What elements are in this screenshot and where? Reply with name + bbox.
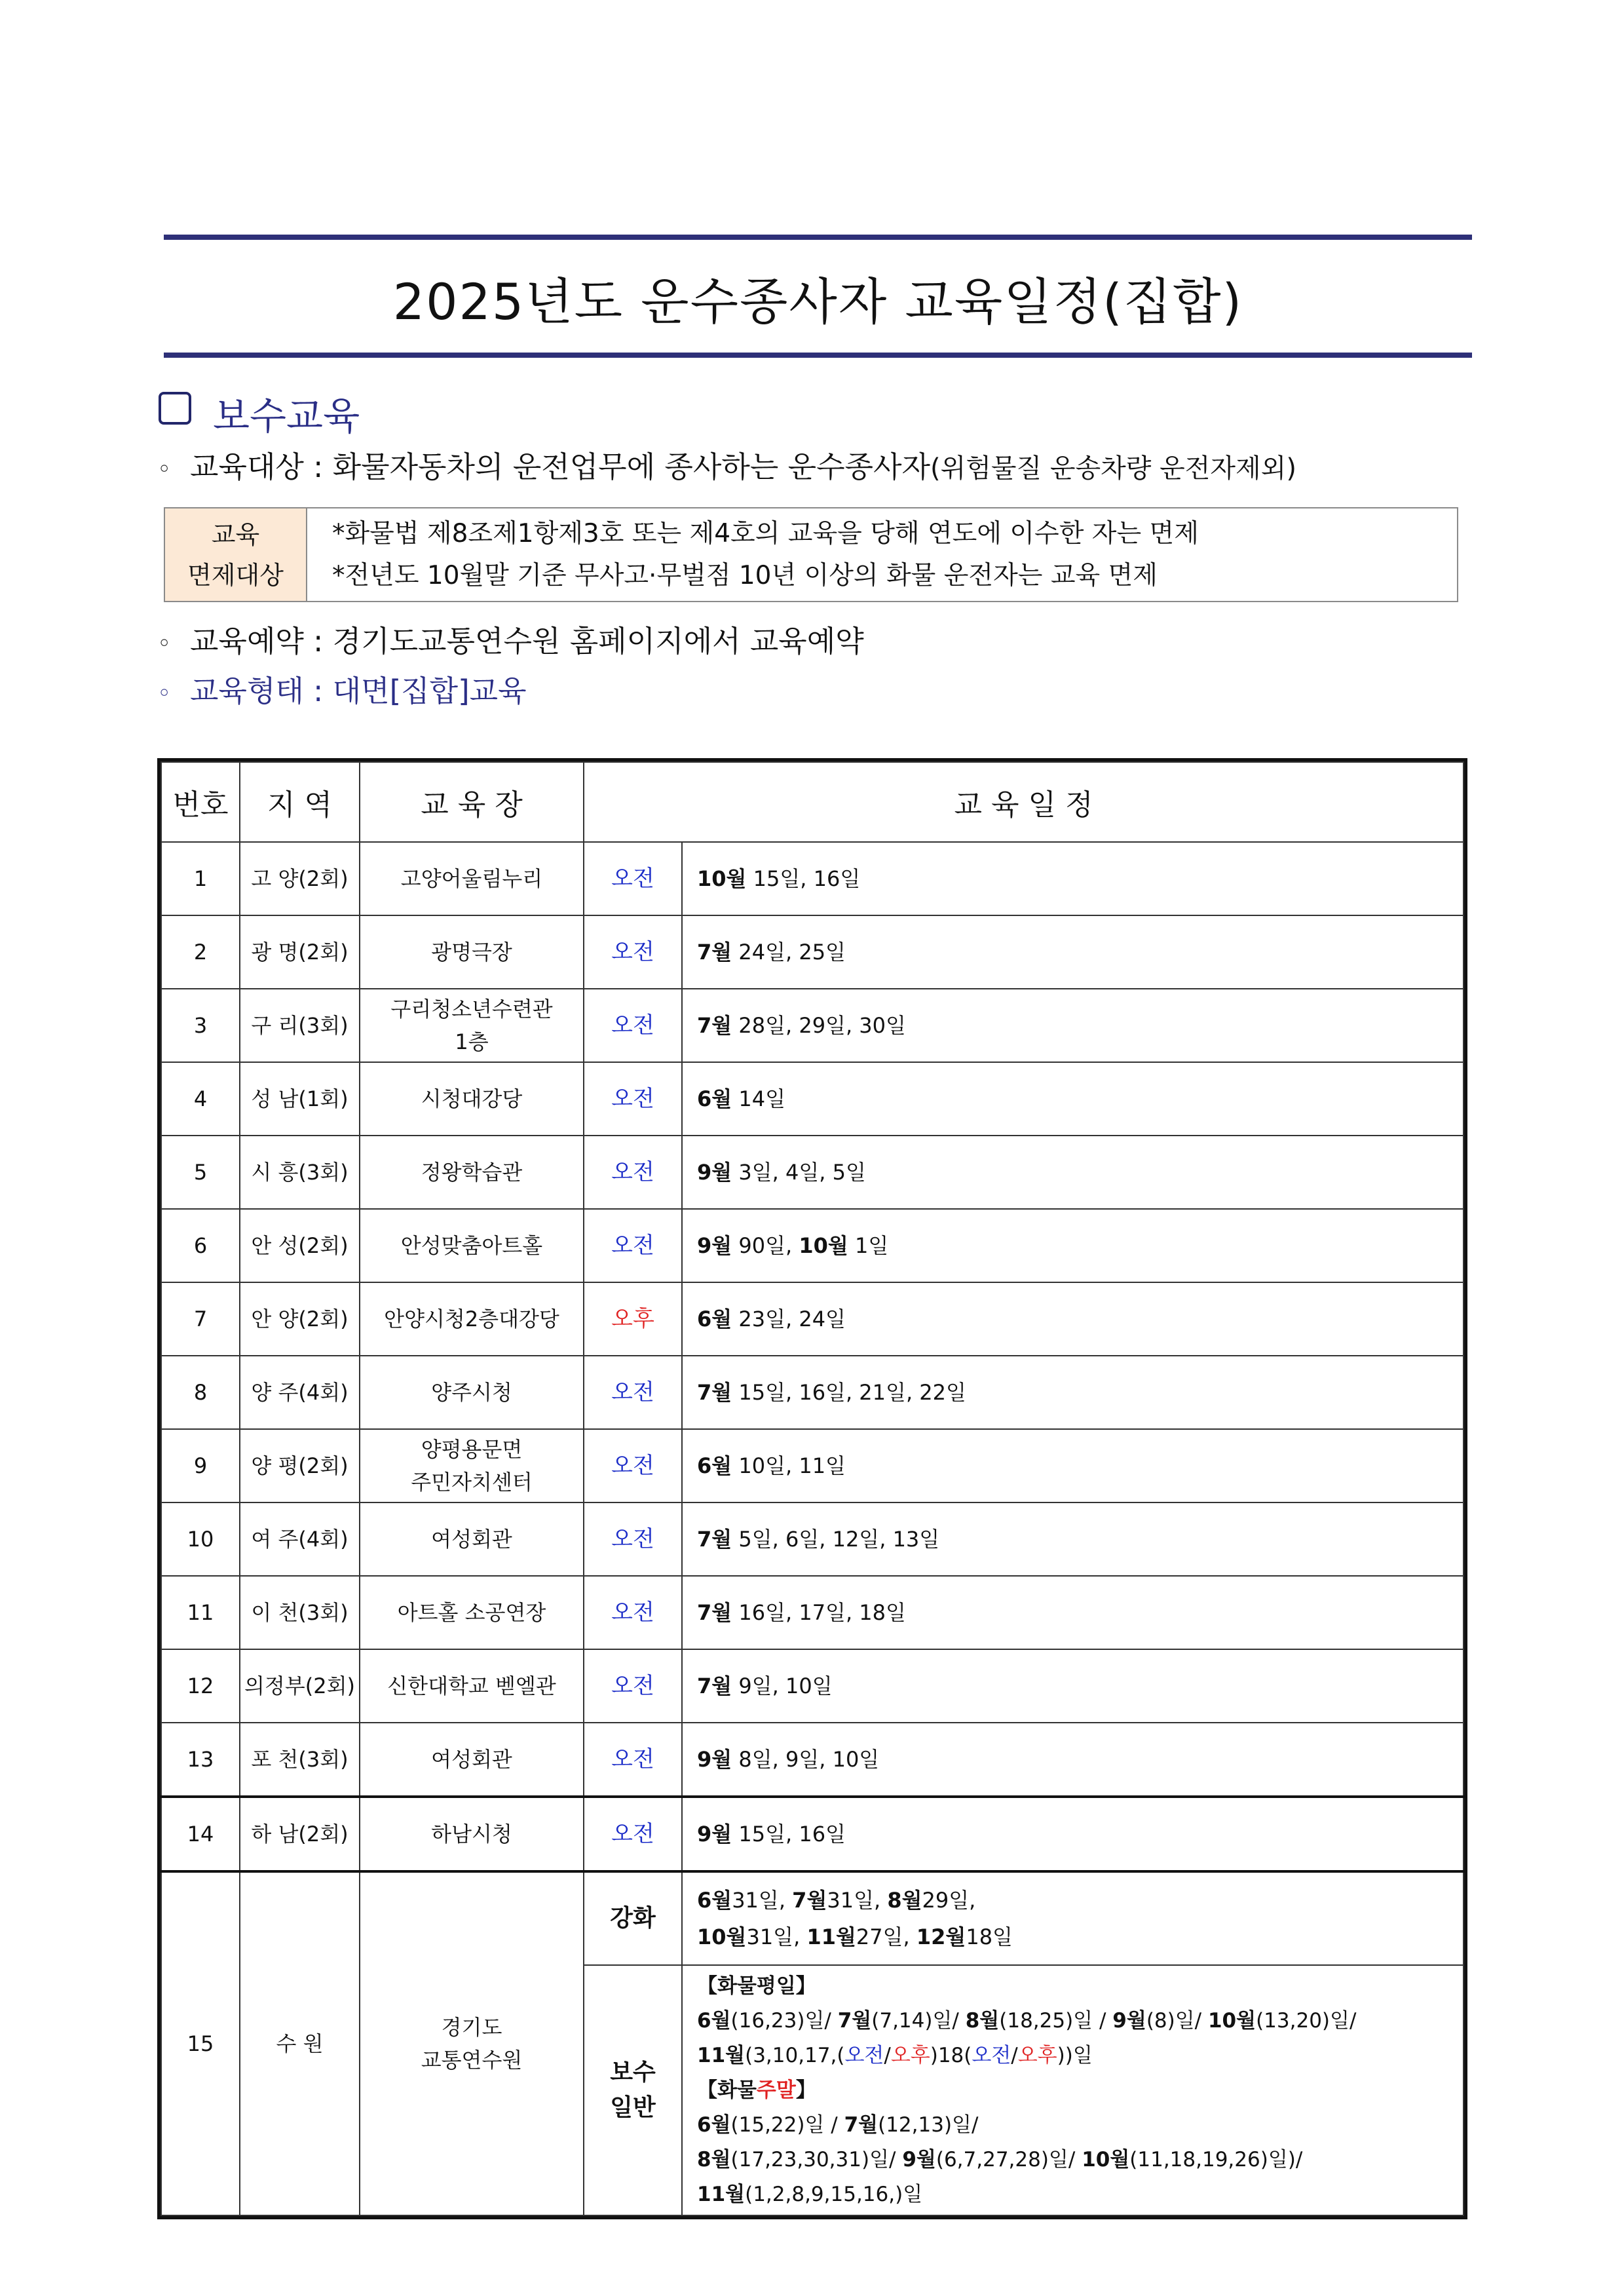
row-region: 양 평(2회): [240, 1429, 360, 1502]
row-month: 10월: [697, 866, 747, 891]
row-region: 안 성(2회): [240, 1209, 360, 1282]
row-month: 10월: [697, 1924, 747, 1949]
row-no: 3: [161, 989, 240, 1062]
row-month: 7월: [697, 1674, 732, 1698]
row-month: 7월: [792, 1888, 827, 1913]
table-row: [161, 842, 1463, 915]
row-month: 7월: [697, 1013, 732, 1038]
row-days: 15일, 16일, 21일, 22일: [738, 1380, 966, 1405]
row-no: 8: [161, 1356, 240, 1429]
row-dates: [682, 1282, 1463, 1356]
row-dates: [682, 1797, 1463, 1871]
table-row: [161, 1356, 1463, 1429]
row-region: 안 양(2회): [240, 1282, 360, 1356]
weekend-line: [697, 2143, 1463, 2177]
row-days: 8일, 9일, 10일: [738, 1747, 880, 1772]
row-time: 오전: [584, 1136, 682, 1209]
row-days: 3일, 4일, 5일: [738, 1160, 866, 1185]
row-month: 6월: [697, 1086, 732, 1111]
row-days: 9일, 10일: [738, 1674, 833, 1698]
exemption-label-line1: 교육: [211, 520, 260, 549]
row-time: 오전: [584, 842, 682, 915]
target-text: 교육대상 : 화물자동차의 운전업무에 종사하는 운수종사자: [190, 450, 930, 484]
row-no: 14: [161, 1797, 240, 1871]
row-month: 7월: [697, 1527, 732, 1552]
table-row: [161, 1797, 1463, 1871]
table-row: [161, 1649, 1463, 1723]
table-row: [161, 1209, 1463, 1282]
row-region: 의정부(2회): [240, 1649, 360, 1723]
row-time: 오전: [584, 1502, 682, 1576]
row-days: 31일,: [732, 1888, 793, 1913]
row-days: (7,14)일/: [871, 2008, 966, 2033]
weekday-heading: 【화물평일】: [697, 1974, 816, 1998]
row-dates: [682, 1136, 1463, 1209]
weekday-text: /: [1011, 2043, 1018, 2067]
row-month: 9월: [902, 2147, 936, 2172]
row-days: 15일, 16일: [738, 1822, 846, 1846]
row-time: 오전: [584, 915, 682, 989]
target-line: [157, 443, 1296, 486]
table-row: [161, 915, 1463, 989]
exemption-item: *전년도 10월말 기준 무사고·무벌점 10년 이상의 화물 운전자는 교육 면제: [332, 560, 1158, 590]
row-no: 2: [161, 915, 240, 989]
row-time: 오전: [584, 1797, 682, 1871]
checkbox-icon: [159, 392, 191, 425]
schedule-table: [157, 758, 1467, 2219]
reservation-line: [157, 617, 864, 660]
row-region: 시 흥(3회): [240, 1136, 360, 1209]
row-month: 10월: [1082, 2147, 1130, 2172]
row-region: 구 리(3회): [240, 989, 360, 1062]
page-title: 2025년도 운수종사자 교육일정(집합): [392, 273, 1243, 331]
row-time: 오후: [584, 1282, 682, 1356]
row-dates: [682, 1723, 1463, 1797]
row-region: 광 명(2회): [240, 915, 360, 989]
exemption-box: [164, 507, 1458, 602]
table-row: [161, 1429, 1463, 1502]
row-dates: [682, 915, 1463, 989]
weekday-line: [697, 2038, 1463, 2073]
row-month: 6월: [697, 1453, 732, 1478]
row-venue-line2: 교통연수원: [421, 2048, 523, 2073]
row-days: 90일,: [738, 1233, 793, 1258]
row-month: 6월: [697, 2113, 731, 2137]
weekend-heading: [697, 2073, 1463, 2108]
row-no: 10: [161, 1502, 240, 1576]
row-days: 31일,: [827, 1888, 888, 1913]
row-venue: 정왕학습관: [360, 1136, 584, 1209]
format-text: 교육형태 : 대면[집합]교육: [190, 674, 527, 708]
pm-label: 오후: [890, 2043, 930, 2067]
intensive-dates: [682, 1871, 1463, 1965]
weekend-heading-text: 【화물: [697, 2078, 757, 2102]
row-days: 10일, 11일: [738, 1453, 846, 1478]
row-no: 4: [161, 1062, 240, 1136]
exemption-item: *화물법 제8조제1항제3호 또는 제4호의 교육을 당해 연도에 이수한 자는 면제: [332, 518, 1199, 548]
am-label: 오전: [844, 2043, 884, 2067]
row-venue: 안양시청2층대강당: [360, 1282, 584, 1356]
weekday-text: (3,10,17,(: [745, 2043, 845, 2067]
row-venue: [360, 1429, 584, 1502]
row-dates: [682, 1649, 1463, 1723]
row-no: 13: [161, 1723, 240, 1797]
row-days: (13,20)일/: [1256, 2008, 1357, 2033]
row-days: 24일, 25일: [738, 940, 846, 965]
row-days: 14일: [738, 1086, 785, 1111]
row-time: 오전: [584, 1576, 682, 1649]
row-venue: 고양어울림누리: [360, 842, 584, 915]
general-dates: [682, 1965, 1463, 2215]
row-venue-line1: 구리청소년수련관: [390, 997, 553, 1022]
row-dates: [682, 989, 1463, 1062]
general-label: [584, 1965, 682, 2215]
row-month: 12월: [916, 1924, 966, 1949]
intensive-line: [697, 1882, 1463, 1919]
table-row: [161, 1136, 1463, 1209]
row-month: 7월: [844, 2113, 878, 2137]
row-venue-line2: 주민자치센터: [411, 1470, 533, 1495]
weekday-text: )18(: [930, 2043, 972, 2067]
row-dates: [682, 1209, 1463, 1282]
row-time: 오전: [584, 1649, 682, 1723]
row-dates: [682, 1062, 1463, 1136]
row-venue: 하남시청: [360, 1797, 584, 1871]
pm-label: 오후: [1017, 2043, 1057, 2067]
row-no: 6: [161, 1209, 240, 1282]
row-venue: 시청대강당: [360, 1062, 584, 1136]
row-dates: [682, 1356, 1463, 1429]
row-days: (16,23)일/: [730, 2008, 838, 2033]
row-month: 9월: [697, 1747, 732, 1772]
row-venue: 안성맞춤아트홀: [360, 1209, 584, 1282]
row-month: 6월: [697, 1888, 732, 1913]
row-region: 여 주(4회): [240, 1502, 360, 1576]
header-region: 지 역: [240, 762, 360, 842]
row-days: 1일: [854, 1233, 889, 1258]
row-venue: 양주시청: [360, 1356, 584, 1429]
table-row: [161, 1062, 1463, 1136]
row-days: (18,25)일 /: [999, 2008, 1113, 2033]
row-days: (12,13)일/: [878, 2113, 979, 2137]
row-month: 8월: [697, 2147, 731, 2172]
table-row: [161, 1871, 1463, 1965]
exemption-items: [307, 508, 1199, 601]
row-days: 28일, 29일, 30일: [738, 1013, 906, 1038]
format-line: [157, 667, 527, 710]
row-month: 7월: [697, 1600, 732, 1625]
row-days: 5일, 6일, 12일, 13일: [738, 1527, 940, 1552]
row-month: 11월: [806, 1924, 856, 1949]
header-venue: 교 육 장: [360, 762, 584, 842]
row-days: 31일,: [746, 1924, 807, 1949]
row-month: 9월: [1112, 2008, 1146, 2033]
row-month: 11월: [697, 2043, 746, 2067]
table-row: [161, 1502, 1463, 1576]
row-days: (6,7,27,28)일/: [935, 2147, 1082, 2172]
table-row: [161, 1723, 1463, 1797]
bullet-icon: ◦: [157, 680, 172, 707]
row-venue-line1: 경기도: [441, 2015, 502, 2040]
row-venue: 여성회관: [360, 1723, 584, 1797]
row-no: 9: [161, 1429, 240, 1502]
row-month: 6월: [697, 1307, 732, 1331]
row-month: 7월: [837, 2008, 872, 2033]
table-header-row: [161, 762, 1463, 842]
row-month: 9월: [697, 1233, 732, 1258]
row-no: 11: [161, 1576, 240, 1649]
row-no: 15: [161, 1871, 240, 2215]
row-time: 오전: [584, 989, 682, 1062]
row-time: 오전: [584, 1356, 682, 1429]
row-time: 오전: [584, 1723, 682, 1797]
title-top-rule: [164, 235, 1472, 240]
row-venue-line1: 양평용문면: [421, 1437, 523, 1462]
row-days: 16일, 17일, 18일: [738, 1600, 906, 1625]
row-days: (8)일/: [1146, 2008, 1208, 2033]
intensive-line: [697, 1919, 1463, 1955]
row-month: 10월: [799, 1233, 848, 1258]
row-days: (17,23,30,31)일/: [730, 2147, 903, 2172]
row-region: 고 양(2회): [240, 842, 360, 915]
title-bottom-rule: [164, 353, 1472, 358]
weekend-heading-text: 주말: [756, 2078, 796, 2102]
row-dates: [682, 1502, 1463, 1576]
row-venue: 아트홀 소공연장: [360, 1576, 584, 1649]
row-no: 1: [161, 842, 240, 915]
row-time: 오전: [584, 1209, 682, 1282]
row-days: 29일,: [922, 1888, 976, 1913]
am-label: 오전: [972, 2043, 1011, 2067]
row-month: 6월: [697, 2008, 731, 2033]
row-time: 오전: [584, 1429, 682, 1502]
weekday-text: /: [884, 2043, 891, 2067]
row-venue-line2: 1층: [455, 1029, 489, 1054]
header-no: 번호: [161, 762, 240, 842]
row-no: 7: [161, 1282, 240, 1356]
bullet-icon: ◦: [157, 456, 172, 483]
table-row: [161, 989, 1463, 1062]
header-dates: 교 육 일 정: [584, 762, 1463, 842]
row-days: 18일: [966, 1924, 1013, 1949]
row-region: 수 원: [240, 1871, 360, 2215]
row-days: (11,18,19,26)일)/: [1129, 2147, 1303, 2172]
row-venue: [360, 989, 584, 1062]
section-title: 보수교육: [213, 394, 360, 438]
row-region: 성 남(1회): [240, 1062, 360, 1136]
row-month: 7월: [697, 940, 732, 965]
row-region: 하 남(2회): [240, 1797, 360, 1871]
row-venue: [360, 1871, 584, 2215]
row-month: 10월: [1207, 2008, 1256, 2033]
exemption-label-line2: 면제대상: [187, 560, 284, 590]
weekday-text: ))일: [1057, 2043, 1093, 2067]
row-dates: [682, 1576, 1463, 1649]
row-no: 5: [161, 1136, 240, 1209]
table-row: [161, 1282, 1463, 1356]
row-region: 포 천(3회): [240, 1723, 360, 1797]
row-days: (1,2,8,9,15,16,)일: [745, 2182, 923, 2206]
row-days: (15,22)일 /: [730, 2113, 844, 2137]
general-label-line1: 보수: [610, 2059, 656, 2086]
row-days: 27일,: [856, 1924, 916, 1949]
row-dates: [682, 842, 1463, 915]
row-time: 오전: [584, 1062, 682, 1136]
bullet-icon: ◦: [157, 630, 172, 657]
general-label-line2: 일반: [610, 2094, 656, 2121]
row-region: 이 천(3회): [240, 1576, 360, 1649]
row-month: 11월: [697, 2182, 746, 2206]
reservation-text: 교육예약 : 경기도교통연수원 홈페이지에서 교육예약: [190, 624, 864, 659]
intensive-label: 강화: [584, 1871, 682, 1965]
row-month: 8월: [965, 2008, 1000, 2033]
row-month: 9월: [697, 1822, 732, 1846]
weekend-heading-text: 】: [795, 2078, 816, 2102]
row-days: 23일, 24일: [738, 1307, 846, 1331]
row-month: 7월: [697, 1380, 732, 1405]
target-suffix: (위험물질 운송차량 운전자제외): [930, 453, 1296, 484]
row-venue: 여성회관: [360, 1502, 584, 1576]
weekday-line: [697, 2004, 1463, 2038]
row-no: 12: [161, 1649, 240, 1723]
row-venue: 신한대학교 벧엘관: [360, 1649, 584, 1723]
row-dates: [682, 1429, 1463, 1502]
row-month: 9월: [697, 1160, 732, 1185]
row-month: 8월: [887, 1888, 922, 1913]
row-days: 15일, 16일: [753, 866, 861, 891]
weekend-line: [697, 2108, 1463, 2143]
exemption-label: [165, 508, 307, 601]
row-region: 양 주(4회): [240, 1356, 360, 1429]
row-venue: 광명극장: [360, 915, 584, 989]
table-row: [161, 1576, 1463, 1649]
weekend-line: [697, 2177, 1463, 2212]
